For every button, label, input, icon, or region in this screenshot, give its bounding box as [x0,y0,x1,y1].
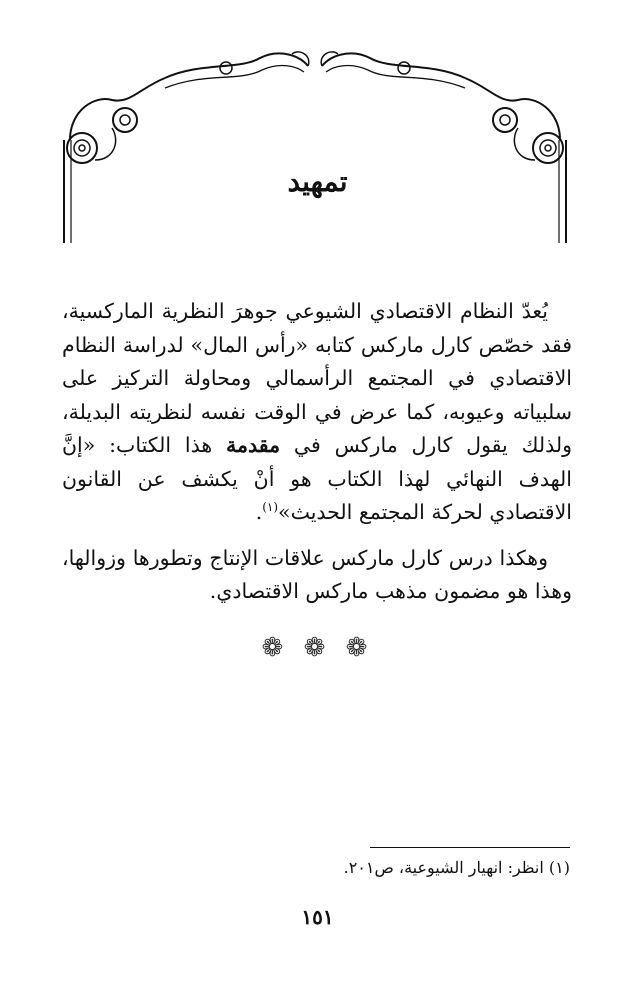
footnote: (١) انظر: انهيار الشيوعية، ص٢٠١. [343,858,570,877]
body-text [62,295,572,609]
paragraph-1-part-a: يُعدّ النظام الاقتصادي الشيوعي جوهرَ النظرية الماركسية، فقد خصّص كارل ماركس كتابه «رأس المال» لدراسة النظام الاقتصادي في المجتمع الرأسمالي ومحاولة التركيز على سلبياته وعيوبه، كما عرض في الوقت نفسه لنظريته البديلة، ولذلك يقول كارل ماركس في [62,299,573,457]
chapter-title: تمهيد [287,165,348,198]
section-separator-flowers: ❁ ❁ ❁ [261,633,374,663]
decorative-frame-ornament [0,0,635,260]
paragraph-1-end: . [255,500,263,524]
page-number: ١٥١ [301,905,334,929]
paragraph-1-bold-word: مقدمة [226,433,281,457]
paragraph-1-part-b: هذا الكتاب: «إنَّ الهدف النهائي لهذا الكتاب هو أنْ يكشف عن القانون الاقتصادي لحركة المجتمع الحديث» [62,433,572,524]
paragraph-1 [62,295,572,530]
footnote-reference[interactable]: (١) [262,500,279,515]
footnote-divider [370,847,570,848]
paragraph-2: وهكذا درس كارل ماركس علاقات الإنتاج وتطورها وزوالها، وهذا هو مضمون مذهب ماركس الاقتصادي. [62,545,572,603]
